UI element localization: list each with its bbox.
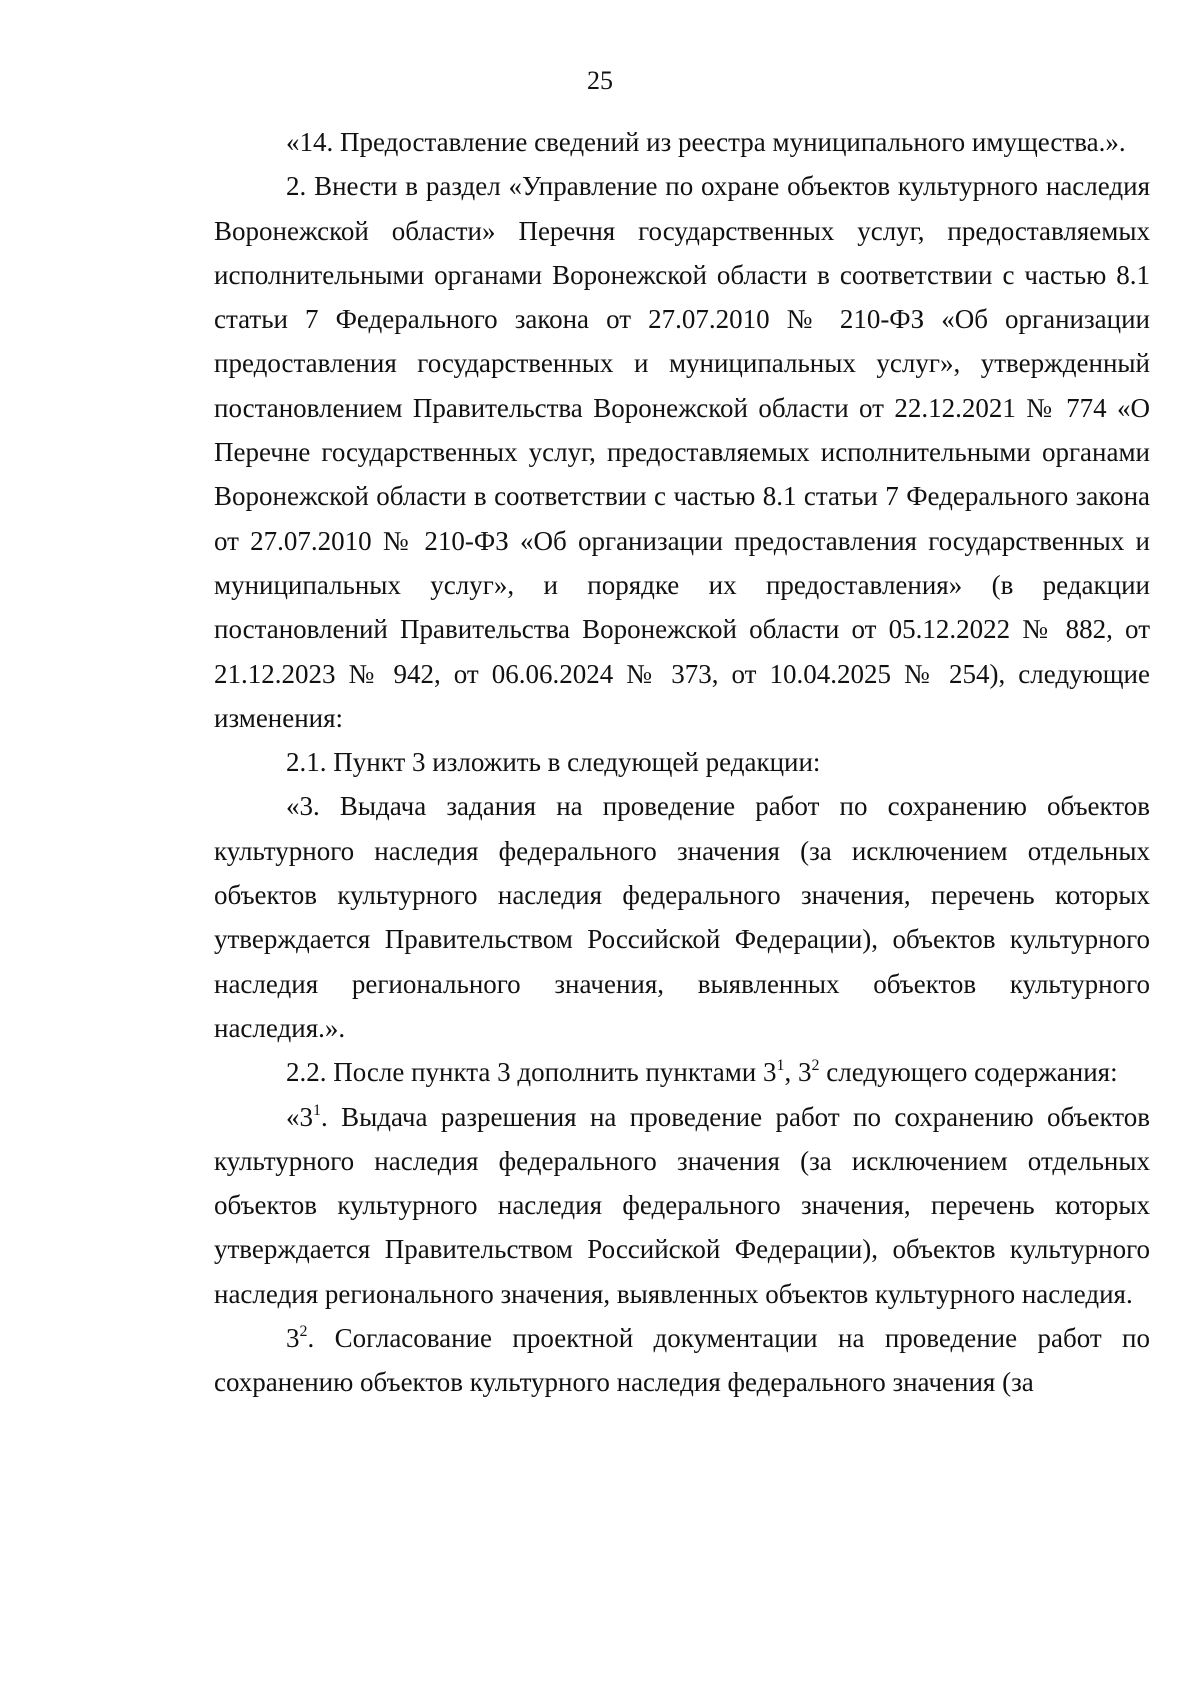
paragraph-amendment-2: 2. Внести в раздел «Управление по охране объектов культурного наследия Воронежской области» Перечня государственных услуг, предоставляемых исполнительными органами Воронежской области в соответствии с частью 8.1 статьи 7 Федерального закона от 27.07.2010 № 210-ФЗ «Об организации предоставления государственных и муниципальных услуг», утвержденный постановлением Правительства Воронежской области от 22.12.2021 № 774 «О Перечне государственных услуг, предоставляемых исполнительными органами Воронежской области в соответствии с частью 8.1 статьи 7 Федерального закона от 27.07.2010 № 210-ФЗ «Об организации предоставления государственных и муниципальных услуг», и порядке их предоставления» (в редакции постановлений Правительства Воронежской области от 05.12.2022 № 882, от 21.12.2023 № 942, от 06.06.2024 № 373, от 10.04.2025 № 254), следующие изменения: <box>214 171 1150 733</box>
text-segment: следующего содержания: <box>819 1057 1118 1088</box>
document-body <box>214 120 1150 1405</box>
text-segment: , 3 <box>784 1057 812 1088</box>
superscript: 2 <box>299 1323 308 1341</box>
paragraph-item-3: «3. Выдача задания на проведение работ по сохранению объектов культурного наследия федерального значения (за исключением отдельных объектов культурного наследия федерального значения, перечень которых утверждается Правительством Российской Федерации), объектов культурного наследия регионального значения, выявленных объектов культурного наследия.». <box>214 791 1150 1043</box>
paragraph-item-3-2 <box>214 1316 1150 1405</box>
paragraph-item-3-1 <box>214 1095 1150 1316</box>
text-segment: . Согласование проектной документации на проведение работ по сохранению объектов культурного наследия федерального значения (за <box>214 1323 1150 1398</box>
page-number: 25 <box>587 66 613 95</box>
text-segment: 3 <box>286 1323 300 1354</box>
text-segment: . Выдача разрешения на проведение работ по сохранению объектов культурного наследия федерального значения (за исключением отдельных объектов культурного наследия федерального значения, перечень которых утверждается Правительством Российской Федерации), объектов культурного наследия регионального значения, выявленных объектов культурного наследия. <box>214 1101 1150 1309</box>
text-segment: «3 <box>286 1101 313 1132</box>
superscript: 2 <box>811 1057 820 1075</box>
paragraph-2-1: 2.1. Пункт 3 изложить в следующей редакции: <box>286 747 821 778</box>
superscript: 1 <box>313 1101 321 1119</box>
paragraph-2-2 <box>214 1050 1150 1094</box>
paragraph-item-14: «14. Предоставление сведений из реестра муниципального имущества.». <box>286 127 1126 157</box>
superscript: 1 <box>776 1057 785 1075</box>
text-segment: 2.2. После пункта 3 дополнить пунктами 3 <box>286 1057 777 1088</box>
